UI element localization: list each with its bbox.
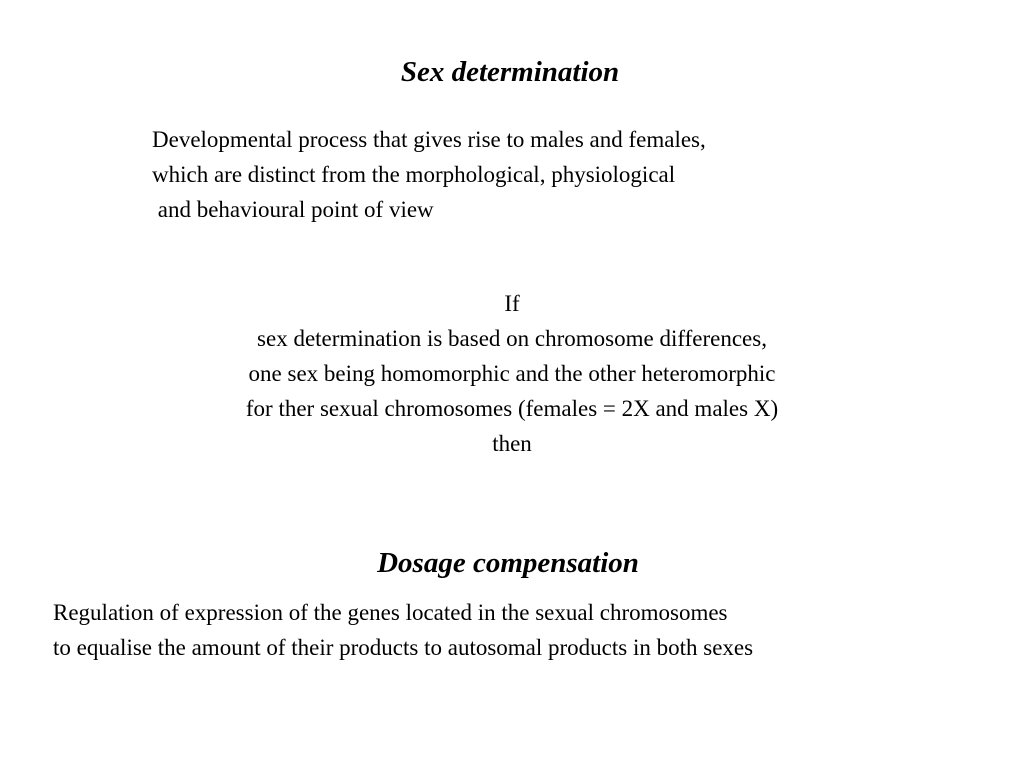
condition-line: If	[504, 291, 520, 316]
definition-paragraph	[152, 122, 706, 227]
regulation-paragraph	[53, 595, 753, 665]
regulation-line: to equalise the amount of their products to autosomal products in both sexes	[53, 635, 754, 660]
condition-line: sex determination is based on chromosome differences,	[257, 326, 767, 351]
condition-paragraph	[0, 286, 1024, 461]
condition-line: then	[492, 431, 532, 456]
definition-line: and behavioural point of view	[152, 197, 434, 222]
regulation-line: Regulation of expression of the genes located in the sexual chromosomes	[53, 600, 728, 625]
definition-line: which are distinct from the morphological, physiological	[152, 162, 676, 187]
section-subtitle: Dosage compensation	[377, 547, 639, 579]
slide-title: Sex determination	[400, 56, 620, 88]
condition-line: one sex being homomorphic and the other heteromorphic	[248, 361, 776, 386]
definition-line: Developmental process that gives rise to males and females,	[152, 127, 706, 152]
condition-line: for ther sexual chromosomes (females = 2X and males X)	[245, 396, 779, 421]
